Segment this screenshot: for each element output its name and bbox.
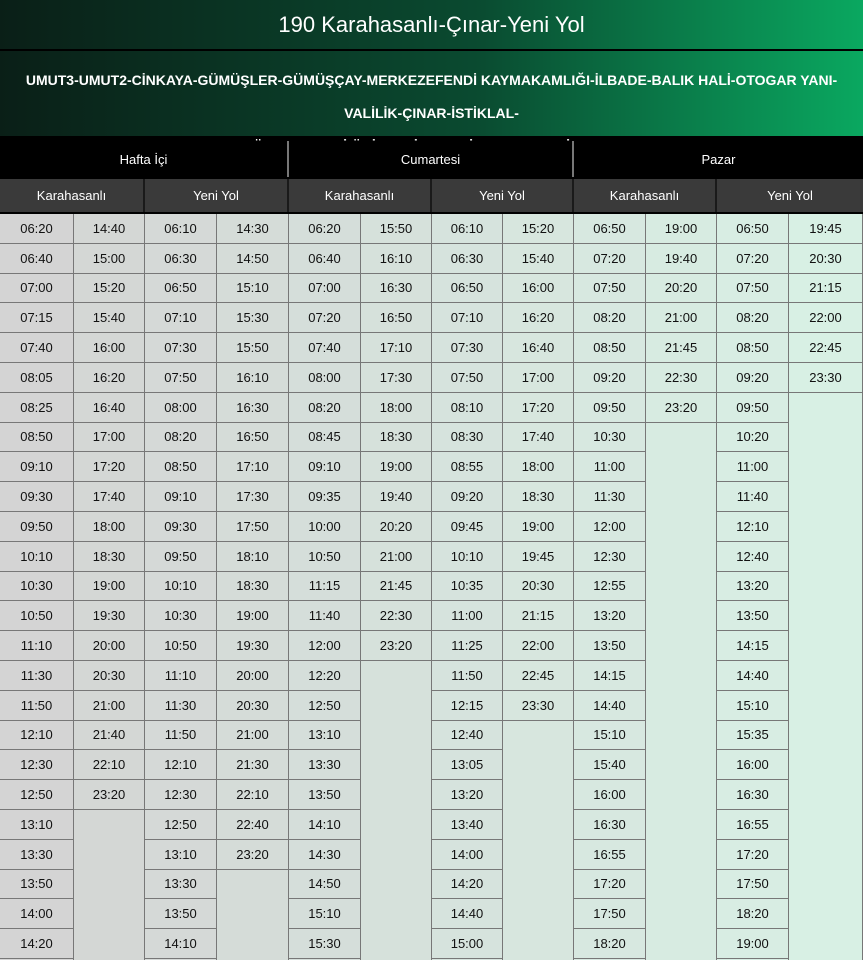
departure-time-cell: 09:35 — [289, 482, 361, 512]
departure-time-cell: 23:30 — [503, 691, 574, 721]
departure-time-cell: 06:30 — [145, 244, 217, 274]
departure-time-cell: 16:30 — [717, 780, 789, 810]
departure-time-cell: 07:20 — [717, 244, 789, 274]
departure-time-cell: 17:50 — [717, 870, 789, 900]
departure-time-cell: 16:50 — [361, 303, 432, 333]
departure-time-cell: 20:20 — [361, 512, 432, 542]
departure-time-cell: 10:30 — [145, 601, 217, 631]
departure-time-cell: 08:20 — [717, 303, 789, 333]
departure-time-cell: 10:50 — [145, 631, 217, 661]
departure-time-cell: 15:40 — [503, 244, 574, 274]
departure-time-cell: 15:50 — [361, 214, 432, 244]
empty-column-area — [503, 721, 574, 960]
time-column — [574, 214, 646, 960]
departure-time-cell: 11:30 — [145, 691, 217, 721]
departure-time-cell: 12:00 — [574, 512, 646, 542]
time-column — [289, 214, 361, 960]
departure-time-cell: 06:40 — [289, 244, 361, 274]
departure-time-cell: 20:30 — [503, 572, 574, 602]
departure-time-cell: 11:10 — [0, 631, 74, 661]
departure-time-cell: 14:50 — [289, 870, 361, 900]
departure-time-cell: 10:35 — [432, 572, 503, 602]
departure-time-cell: 19:40 — [361, 482, 432, 512]
departure-time-cell: 15:10 — [289, 899, 361, 929]
departure-time-cell: 16:55 — [574, 840, 646, 870]
departure-time-cell: 08:25 — [0, 393, 74, 423]
departure-time-cell: 21:45 — [361, 572, 432, 602]
departure-time-cell: 17:30 — [217, 482, 289, 512]
departure-time-cell: 17:00 — [503, 363, 574, 393]
departure-time-cell: 19:00 — [717, 929, 789, 959]
departure-time-cell: 11:50 — [0, 691, 74, 721]
departure-time-cell: 10:10 — [432, 542, 503, 572]
departure-time-cell: 15:20 — [503, 214, 574, 244]
departure-time-cell: 07:50 — [574, 274, 646, 304]
departure-time-cell: 08:30 — [432, 423, 503, 453]
departure-time-cell: 15:50 — [217, 333, 289, 363]
departure-time-cell: 13:05 — [432, 750, 503, 780]
departure-time-cell: 08:50 — [574, 333, 646, 363]
departure-time-cell: 08:20 — [289, 393, 361, 423]
departure-time-cell: 15:00 — [74, 244, 145, 274]
departure-time-cell: 19:45 — [503, 542, 574, 572]
departure-time-cell: 16:30 — [217, 393, 289, 423]
departure-time-cell: 12:30 — [145, 780, 217, 810]
departure-time-cell: 23:20 — [646, 393, 717, 423]
departure-time-cell: 14:15 — [574, 661, 646, 691]
departure-time-cell: 14:20 — [0, 929, 74, 959]
subheader-saturday-karahasanli: Karahasanlı — [289, 179, 432, 212]
departure-time-cell: 14:40 — [432, 899, 503, 929]
departure-time-cell: 10:00 — [289, 512, 361, 542]
departure-time-cell: 15:35 — [717, 721, 789, 751]
departure-time-cell: 09:10 — [289, 452, 361, 482]
departure-time-cell: 16:30 — [361, 274, 432, 304]
subheader-sunday-karahasanli: Karahasanlı — [574, 179, 717, 212]
departure-time-cell: 12:10 — [0, 721, 74, 751]
departure-time-cell: 08:00 — [289, 363, 361, 393]
departure-time-cell: 17:40 — [74, 482, 145, 512]
departure-time-cell: 13:30 — [0, 840, 74, 870]
departure-time-cell: 22:40 — [217, 810, 289, 840]
departure-time-cell: 07:10 — [432, 303, 503, 333]
departure-time-cell: 20:00 — [217, 661, 289, 691]
departure-time-cell: 16:20 — [503, 303, 574, 333]
departure-time-cell: 14:30 — [289, 840, 361, 870]
departure-time-cell: 16:50 — [217, 423, 289, 453]
departure-time-cell: 16:10 — [361, 244, 432, 274]
departure-time-cell: 17:20 — [74, 452, 145, 482]
time-column — [789, 214, 863, 960]
time-column — [432, 214, 503, 960]
departure-time-cell: 15:30 — [217, 303, 289, 333]
group-pazar: Pazar — [574, 141, 863, 177]
group-hafta-ici: Hafta İçi — [0, 141, 289, 177]
departure-time-cell: 17:20 — [503, 393, 574, 423]
departure-time-cell: 08:10 — [432, 393, 503, 423]
departure-time-cell: 21:40 — [74, 721, 145, 751]
departure-time-cell: 06:50 — [432, 274, 503, 304]
departure-time-cell: 10:30 — [574, 423, 646, 453]
departure-time-cell: 11:50 — [432, 661, 503, 691]
empty-column-area — [646, 423, 717, 960]
departure-time-cell: 07:20 — [574, 244, 646, 274]
departure-time-cell: 21:00 — [74, 691, 145, 721]
departure-time-cell: 11:00 — [432, 601, 503, 631]
departure-time-cell: 07:30 — [145, 333, 217, 363]
departure-time-cell: 08:50 — [145, 452, 217, 482]
departure-time-cell: 10:20 — [717, 423, 789, 453]
empty-column-area — [217, 870, 289, 960]
departure-time-cell: 22:10 — [74, 750, 145, 780]
departure-time-cell: 15:30 — [289, 929, 361, 959]
departure-time-cell: 12:50 — [145, 810, 217, 840]
departure-time-cell: 23:30 — [789, 363, 863, 393]
departure-time-cell: 17:20 — [574, 870, 646, 900]
empty-column-area — [789, 393, 863, 960]
departure-time-cell: 14:40 — [574, 691, 646, 721]
departure-time-cell: 12:55 — [574, 572, 646, 602]
departure-time-cell: 07:20 — [289, 303, 361, 333]
time-column — [361, 214, 432, 960]
departure-time-cell: 17:10 — [217, 452, 289, 482]
departure-time-cell: 18:00 — [503, 452, 574, 482]
departure-time-cell: 17:30 — [361, 363, 432, 393]
time-column — [717, 214, 789, 960]
departure-time-cell: 14:10 — [289, 810, 361, 840]
departure-time-cell: 19:00 — [74, 572, 145, 602]
departure-time-cell: 06:10 — [432, 214, 503, 244]
departure-time-cell: 12:10 — [717, 512, 789, 542]
departure-time-cell: 21:15 — [503, 601, 574, 631]
time-column — [217, 214, 289, 960]
departure-time-cell: 20:30 — [74, 661, 145, 691]
departure-time-cell: 07:50 — [432, 363, 503, 393]
departure-time-cell: 10:50 — [289, 542, 361, 572]
departure-time-cell: 14:30 — [217, 214, 289, 244]
departure-time-cell: 06:50 — [717, 214, 789, 244]
time-column — [646, 214, 717, 960]
departure-time-cell: 09:10 — [0, 452, 74, 482]
departure-time-cell: 07:40 — [0, 333, 74, 363]
departure-time-cell: 12:40 — [717, 542, 789, 572]
empty-column-area — [74, 810, 145, 960]
departure-time-cell: 18:30 — [74, 542, 145, 572]
departure-time-cell: 18:10 — [217, 542, 289, 572]
departure-time-cell: 14:20 — [432, 870, 503, 900]
departure-time-cell: 10:50 — [0, 601, 74, 631]
departure-time-cell: 15:10 — [574, 721, 646, 751]
departure-time-cell: 17:40 — [503, 423, 574, 453]
departure-time-cell: 09:30 — [0, 482, 74, 512]
departure-time-cell: 07:40 — [289, 333, 361, 363]
departure-time-cell: 12:10 — [145, 750, 217, 780]
departure-time-cell: 17:50 — [217, 512, 289, 542]
departure-time-cell: 20:00 — [74, 631, 145, 661]
departure-time-cell: 08:00 — [145, 393, 217, 423]
time-column — [74, 214, 145, 960]
departure-time-cell: 12:30 — [0, 750, 74, 780]
departure-time-cell: 15:40 — [74, 303, 145, 333]
empty-column-area — [361, 661, 432, 960]
departure-time-cell: 18:00 — [361, 393, 432, 423]
departure-time-cell: 07:50 — [717, 274, 789, 304]
departure-time-cell: 18:30 — [503, 482, 574, 512]
departure-time-cell: 08:45 — [289, 423, 361, 453]
departure-time-cell: 11:40 — [289, 601, 361, 631]
time-column — [503, 214, 574, 960]
departure-time-cell: 17:10 — [361, 333, 432, 363]
departure-time-cell: 21:45 — [646, 333, 717, 363]
departure-time-cell: 11:50 — [145, 721, 217, 751]
departure-time-cell: 19:00 — [217, 601, 289, 631]
departure-time-cell: 09:50 — [717, 393, 789, 423]
subheader-weekday-yeniyol: Yeni Yol — [145, 179, 289, 212]
departure-time-cell: 18:20 — [574, 929, 646, 959]
departure-time-cell: 17:00 — [74, 423, 145, 453]
departure-time-cell: 11:30 — [574, 482, 646, 512]
departure-time-cell: 13:20 — [717, 572, 789, 602]
departure-time-cell: 16:40 — [503, 333, 574, 363]
departure-time-cell: 14:40 — [717, 661, 789, 691]
departure-time-cell: 15:20 — [74, 274, 145, 304]
departure-time-cell: 21:00 — [217, 721, 289, 751]
departure-time-cell: 16:30 — [574, 810, 646, 840]
departure-time-cell: 16:40 — [74, 393, 145, 423]
departure-time-cell: 06:30 — [432, 244, 503, 274]
departure-time-cell: 19:45 — [789, 214, 863, 244]
departure-time-cell: 14:15 — [717, 631, 789, 661]
time-column — [0, 214, 74, 960]
departure-time-cell: 15:00 — [432, 929, 503, 959]
departure-time-cell: 11:15 — [289, 572, 361, 602]
departure-time-cell: 20:20 — [646, 274, 717, 304]
departure-time-cell: 13:10 — [0, 810, 74, 840]
departure-time-cell: 15:10 — [217, 274, 289, 304]
departure-time-cell: 12:15 — [432, 691, 503, 721]
departure-time-cell: 22:30 — [361, 601, 432, 631]
departure-time-cell: 09:30 — [145, 512, 217, 542]
title-divider — [0, 49, 863, 51]
departure-time-cell: 13:20 — [432, 780, 503, 810]
departure-time-cell: 19:30 — [74, 601, 145, 631]
departure-time-cell: 07:30 — [432, 333, 503, 363]
departure-time-cell: 09:20 — [432, 482, 503, 512]
departure-time-cell: 06:50 — [145, 274, 217, 304]
departure-time-cell: 08:55 — [432, 452, 503, 482]
departure-time-cell: 08:20 — [145, 423, 217, 453]
departure-time-cell: 19:00 — [503, 512, 574, 542]
departure-time-cell: 14:40 — [74, 214, 145, 244]
departure-time-cell: 06:20 — [289, 214, 361, 244]
departure-time-cell: 12:50 — [0, 780, 74, 810]
page-title: 190 Karahasanlı-Çınar-Yeni Yol — [278, 12, 585, 37]
departure-time-cell: 06:10 — [145, 214, 217, 244]
departure-time-cell: 20:30 — [217, 691, 289, 721]
departure-time-cell: 20:30 — [789, 244, 863, 274]
departure-time-cell: 13:50 — [574, 631, 646, 661]
departure-time-cell: 11:00 — [717, 452, 789, 482]
departure-time-cell: 09:50 — [0, 512, 74, 542]
departure-time-cell: 13:30 — [289, 750, 361, 780]
departure-time-cell: 19:40 — [646, 244, 717, 274]
departure-time-cell: 17:50 — [574, 899, 646, 929]
subheader-saturday-yeniyol: Yeni Yol — [432, 179, 574, 212]
departure-time-cell: 13:10 — [289, 721, 361, 751]
departure-time-cell: 16:00 — [503, 274, 574, 304]
departure-time-cell: 09:20 — [717, 363, 789, 393]
departure-time-cell: 11:30 — [0, 661, 74, 691]
departure-time-cell: 16:00 — [574, 780, 646, 810]
departure-time-cell: 10:10 — [0, 542, 74, 572]
departure-time-cell: 21:15 — [789, 274, 863, 304]
departure-time-cell: 11:25 — [432, 631, 503, 661]
departure-time-cell: 09:50 — [574, 393, 646, 423]
departure-time-cell: 22:10 — [217, 780, 289, 810]
subheader-sunday-yeniyol: Yeni Yol — [717, 179, 863, 212]
departure-time-cell: 19:00 — [646, 214, 717, 244]
departure-time-cell: 22:45 — [503, 661, 574, 691]
departure-time-cell: 13:50 — [289, 780, 361, 810]
departure-time-cell: 10:30 — [0, 572, 74, 602]
departure-time-cell: 22:45 — [789, 333, 863, 363]
departure-time-cell: 07:10 — [145, 303, 217, 333]
departure-time-cell: 07:15 — [0, 303, 74, 333]
departure-time-cell: 22:30 — [646, 363, 717, 393]
departure-time-cell: 13:20 — [574, 601, 646, 631]
departure-time-cell: 07:00 — [0, 274, 74, 304]
departure-time-cell: 12:00 — [289, 631, 361, 661]
departure-time-cell: 06:50 — [574, 214, 646, 244]
departure-time-cell: 11:00 — [574, 452, 646, 482]
departure-time-cell: 08:50 — [717, 333, 789, 363]
departure-time-cell: 18:00 — [74, 512, 145, 542]
departure-time-cell: 06:40 — [0, 244, 74, 274]
departure-time-cell: 16:00 — [74, 333, 145, 363]
timetable — [0, 141, 863, 960]
departure-time-cell: 13:10 — [145, 840, 217, 870]
departure-time-cell: 21:00 — [646, 303, 717, 333]
departure-time-cell: 17:20 — [717, 840, 789, 870]
header-banner — [0, 0, 863, 137]
departure-time-cell: 21:30 — [217, 750, 289, 780]
departure-time-cell: 19:30 — [217, 631, 289, 661]
departure-time-cell: 21:00 — [361, 542, 432, 572]
group-cumartesi: Cumartesi — [289, 141, 574, 177]
departure-time-cell: 23:20 — [74, 780, 145, 810]
departure-time-cell: 22:00 — [503, 631, 574, 661]
departure-time-cell: 13:30 — [145, 870, 217, 900]
departure-time-cell: 10:10 — [145, 572, 217, 602]
departure-time-cell: 13:50 — [0, 870, 74, 900]
departure-time-cell: 06:20 — [0, 214, 74, 244]
departure-time-cell: 12:50 — [289, 691, 361, 721]
subheader-weekday-karahasanli: Karahasanlı — [0, 179, 145, 212]
departure-time-cell: 16:10 — [217, 363, 289, 393]
departure-time-cell: 09:20 — [574, 363, 646, 393]
departure-time-cell: 12:30 — [574, 542, 646, 572]
departure-time-cell: 14:50 — [217, 244, 289, 274]
departure-time-cell: 12:40 — [432, 721, 503, 751]
departure-time-cell: 11:40 — [717, 482, 789, 512]
departure-time-cell: 08:20 — [574, 303, 646, 333]
departure-time-cell: 09:50 — [145, 542, 217, 572]
departure-time-cell: 14:00 — [0, 899, 74, 929]
departure-time-cell: 23:20 — [217, 840, 289, 870]
departure-time-cell: 15:40 — [574, 750, 646, 780]
departure-time-cell: 18:20 — [717, 899, 789, 929]
departure-time-cell: 09:45 — [432, 512, 503, 542]
departure-time-cell: 07:00 — [289, 274, 361, 304]
route-line-1: UMUT3-UMUT2-CİNKAYA-GÜMÜŞLER-GÜMÜŞÇAY-MERKEZEFENDİ KAYMAKAMLIĞI-İLBADE-BALIK HALİ-OTOGAR YANI-VALİLİK-ÇINAR-İSTİKLAL- — [25, 72, 838, 121]
departure-time-cell: 18:30 — [217, 572, 289, 602]
departure-time-cell: 14:00 — [432, 840, 503, 870]
departure-time-cell: 13:50 — [145, 899, 217, 929]
time-column — [145, 214, 217, 960]
departure-time-cell: 15:10 — [717, 691, 789, 721]
departure-time-cell: 09:10 — [145, 482, 217, 512]
departure-time-cell: 13:50 — [717, 601, 789, 631]
departure-time-cell: 23:20 — [361, 631, 432, 661]
departure-time-cell: 16:00 — [717, 750, 789, 780]
departure-time-cell: 12:20 — [289, 661, 361, 691]
departure-time-cell: 14:10 — [145, 929, 217, 959]
departure-time-cell: 08:50 — [0, 423, 74, 453]
departure-time-cell: 13:40 — [432, 810, 503, 840]
departure-time-cell: 11:10 — [145, 661, 217, 691]
departure-time-cell: 19:00 — [361, 452, 432, 482]
departure-time-cell: 18:30 — [361, 423, 432, 453]
departure-time-cell: 16:55 — [717, 810, 789, 840]
departure-time-cell: 16:20 — [74, 363, 145, 393]
departure-time-cell: 22:00 — [789, 303, 863, 333]
departure-time-cell: 07:50 — [145, 363, 217, 393]
departure-time-cell: 08:05 — [0, 363, 74, 393]
